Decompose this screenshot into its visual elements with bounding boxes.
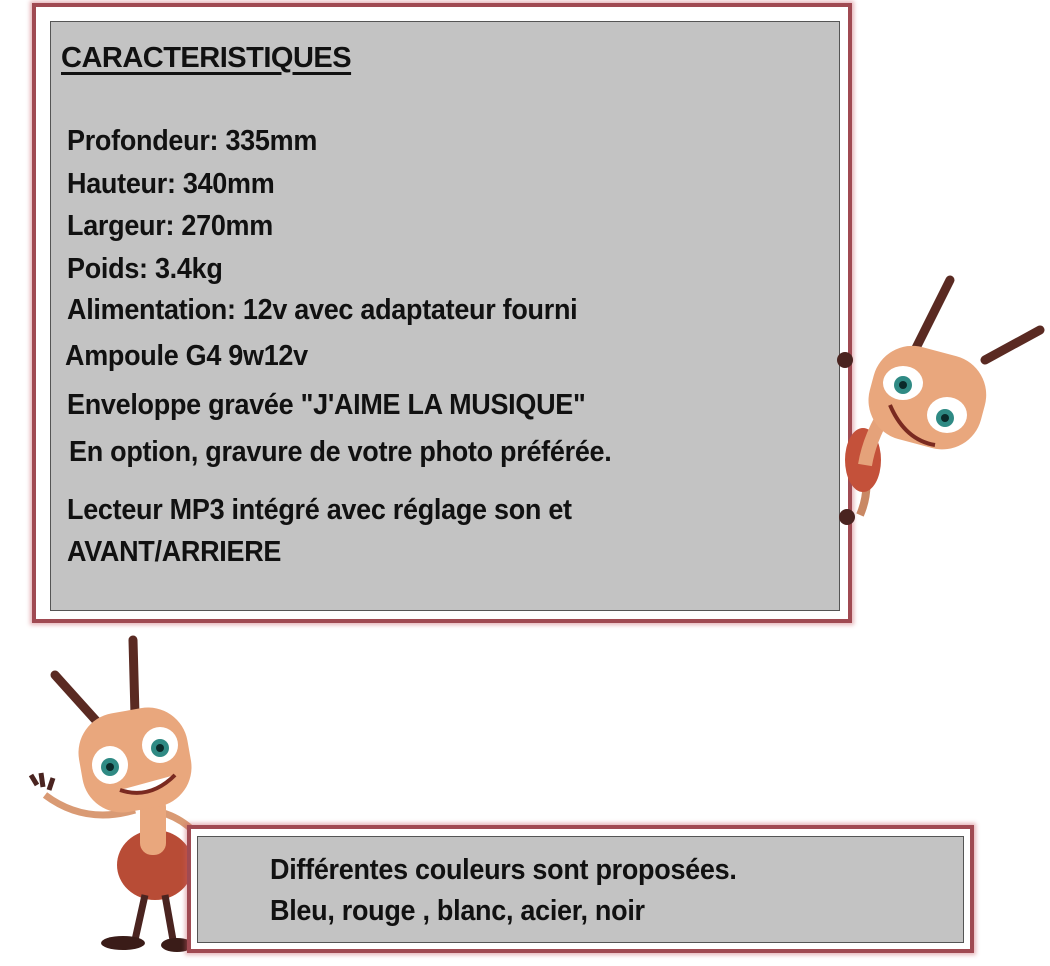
colors-intro: Différentes couleurs sont proposées.: [270, 854, 737, 886]
spec-option: En option, gravure de votre photo préférée.: [69, 436, 612, 468]
ant-peeking-icon: [835, 265, 1050, 535]
spec-mp3-controls: AVANT/ARRIERE: [67, 536, 282, 568]
characteristics-panel: [50, 21, 840, 611]
spec-power: Alimentation: 12v avec adaptateur fourni: [67, 294, 578, 326]
spec-width: Largeur: 270mm: [67, 210, 273, 242]
colors-list: Bleu, rouge , blanc, acier, noir: [270, 895, 645, 927]
spec-weight: Poids: 3.4kg: [67, 253, 223, 285]
spec-height: Hauteur: 340mm: [67, 168, 275, 200]
spec-mp3: Lecteur MP3 intégré avec réglage son et: [67, 494, 572, 526]
section-title: CARACTERISTIQUES: [61, 42, 352, 74]
spec-bulb: Ampoule G4 9w12v: [65, 340, 308, 372]
colors-frame: [187, 825, 974, 953]
spec-engraving: Enveloppe gravée "J'AIME LA MUSIQUE": [67, 389, 586, 421]
characteristics-frame: [32, 3, 852, 623]
colors-panel: [197, 836, 964, 943]
spec-depth: Profondeur: 335mm: [67, 125, 318, 157]
